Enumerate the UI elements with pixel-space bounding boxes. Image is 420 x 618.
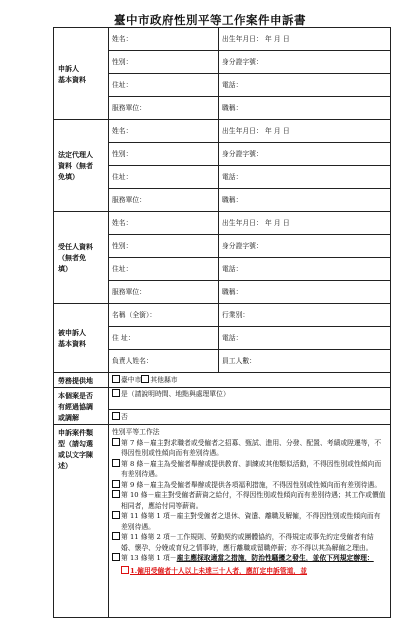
applicant-section-label: 申訴人 基本資料 bbox=[54, 28, 109, 120]
respondent-name-field[interactable]: 名稱（全銜）： bbox=[109, 304, 219, 327]
article-11-1-text: 第 11 條第 1 項－雇主對受僱者之退休、資遣、離職及解僱，不得因性別或性傾向而有差別待遇。 bbox=[121, 512, 381, 531]
agent-birthdate-field[interactable]: 出生年月日： 年 月 日 bbox=[219, 120, 391, 143]
proxy-id-field[interactable]: 身分證字號： bbox=[219, 235, 391, 258]
article-11-2-text: 第 11 條第 2 項－工作規則、勞動契約或團體協約，不得規定或事先約定受僱者有結婚、懷孕、分娩或育兒之情事時，應行離職或留職停薪；亦不得以其為解僱之理由。 bbox=[121, 533, 374, 552]
agent-phone-field[interactable]: 電話： bbox=[219, 166, 391, 189]
agent-section-label: 法定代理人 資料（無者 免填） bbox=[54, 120, 109, 212]
mediation-no-checkbox[interactable] bbox=[112, 412, 120, 420]
article-10-checkbox[interactable] bbox=[112, 490, 120, 498]
article-13-sub1-text: 1.僱用受僱者十人以上未達三十人者，應訂定申訴管道，並 bbox=[130, 566, 308, 575]
article-8-item bbox=[112, 459, 387, 480]
types-label: 申訴案件類 型（請勾選 或以文字陳 述） bbox=[54, 425, 109, 618]
article-9-item bbox=[112, 480, 387, 491]
agent-title-field[interactable]: 職稱： bbox=[219, 189, 391, 212]
proxy-title-field[interactable]: 職稱： bbox=[219, 281, 391, 304]
article-9-text: 第 9 條－雇主為受僱者舉辦或提供各項福利措施，不得因性別或性傾向而有差別待遇。 bbox=[121, 480, 382, 489]
types-law-heading: 性別平等工作法 bbox=[112, 428, 160, 436]
applicant-id-field[interactable]: 身分證字號： bbox=[219, 51, 391, 74]
article-9-checkbox[interactable] bbox=[112, 480, 120, 488]
proxy-address-field[interactable]: 住址： bbox=[109, 258, 219, 281]
applicant-address-field[interactable]: 住址： bbox=[109, 74, 219, 97]
proxy-gender-field[interactable]: 性別： bbox=[109, 235, 219, 258]
article-11-1-item bbox=[112, 511, 387, 532]
mediation-no-row bbox=[109, 410, 391, 425]
proxy-employer-field[interactable]: 服務單位： bbox=[109, 281, 219, 304]
respondent-industry-field[interactable]: 行業別： bbox=[219, 304, 391, 327]
article-13-emphasis: 雇主應採取適當之措施，防治性騷擾之發生，並依下列規定辦理： bbox=[176, 554, 374, 562]
article-13-checkbox[interactable] bbox=[112, 553, 120, 561]
agent-name-field[interactable]: 姓名： bbox=[109, 120, 219, 143]
mediation-yes-row bbox=[109, 388, 391, 410]
mediation-yes-label: 是（請說明時間、地點與處理單位） bbox=[121, 390, 230, 398]
applicant-employer-field[interactable]: 服務單位： bbox=[109, 97, 219, 120]
article-13-prefix: 第 13 條第 1 項－ bbox=[121, 554, 177, 562]
location-label: 勞務提供地 bbox=[54, 373, 109, 388]
mediation-label: 本個案是否 有經過協調 或調解 bbox=[54, 388, 109, 425]
article-11-2-checkbox[interactable] bbox=[112, 532, 120, 540]
applicant-gender-field[interactable]: 性別： bbox=[109, 51, 219, 74]
form-title: 臺中市政府性別平等工作案件申訴書 bbox=[114, 13, 306, 27]
article-13-item bbox=[112, 553, 387, 564]
article-10-item bbox=[112, 490, 387, 511]
article-13-sub1-item bbox=[112, 566, 387, 577]
applicant-title-field[interactable]: 職稱： bbox=[219, 97, 391, 120]
applicant-name-field[interactable]: 姓名： bbox=[109, 28, 219, 51]
agent-employer-field[interactable]: 服務單位： bbox=[109, 189, 219, 212]
respondent-section-label: 被申訴人 基本資料 bbox=[54, 304, 109, 373]
article-8-text: 第 8 條－雇主為受僱者舉辦或提供教育、訓練或其他類似活動，不得因性別或性傾向而有差別待遇。 bbox=[121, 459, 382, 478]
article-8-checkbox[interactable] bbox=[112, 459, 120, 467]
article-11-1-checkbox[interactable] bbox=[112, 511, 120, 519]
proxy-phone-field[interactable]: 電話： bbox=[219, 258, 391, 281]
respondent-address-field[interactable]: 住 址： bbox=[109, 327, 219, 350]
article-7-item bbox=[112, 438, 387, 459]
mediation-yes-checkbox[interactable] bbox=[112, 389, 120, 397]
mediation-no-label: 否 bbox=[121, 412, 128, 421]
article-10-text: 第 10 條－雇主對受僱者薪資之給付，不得因性別或性傾向而有差別待遇；其工作或價值相同者，應給付同等薪資。 bbox=[121, 491, 386, 510]
location-options bbox=[109, 373, 391, 388]
proxy-name-field[interactable]: 姓名： bbox=[109, 212, 219, 235]
types-content bbox=[109, 425, 391, 618]
agent-id-field[interactable]: 身分證字號： bbox=[219, 143, 391, 166]
complaint-form-table bbox=[53, 27, 391, 618]
location-taichung-label: 臺中市 bbox=[121, 375, 142, 384]
proxy-section-label: 受任人資料 （無者免 填） bbox=[54, 212, 109, 304]
article-11-2-item bbox=[112, 532, 387, 553]
proxy-birthdate-field[interactable]: 出生年月日： 年 月 日 bbox=[219, 212, 391, 235]
location-other-checkbox[interactable] bbox=[141, 375, 149, 383]
applicant-phone-field[interactable]: 電話： bbox=[219, 74, 391, 97]
agent-gender-field[interactable]: 性別： bbox=[109, 143, 219, 166]
agent-address-field[interactable]: 住址： bbox=[109, 166, 219, 189]
respondent-phone-field[interactable]: 電話： bbox=[219, 327, 391, 350]
location-taichung-checkbox[interactable] bbox=[112, 375, 120, 383]
article-7-text: 第 7 條－雇主對求職者或受僱者之招募、甄試、進用、分發、配置、考績或陞遷等，不得因性別或性傾向而有差別待遇。 bbox=[121, 438, 382, 457]
article-13-sub1-checkbox[interactable] bbox=[121, 566, 129, 574]
respondent-owner-field[interactable]: 負責人姓名： bbox=[109, 350, 219, 373]
location-other-label: 其他縣市 bbox=[150, 375, 178, 384]
respondent-staff-count-field[interactable]: 員工人數： bbox=[219, 350, 391, 373]
article-7-checkbox[interactable] bbox=[112, 438, 120, 446]
applicant-birthdate-field[interactable]: 出生年月日： 年 月 日 bbox=[219, 28, 391, 51]
